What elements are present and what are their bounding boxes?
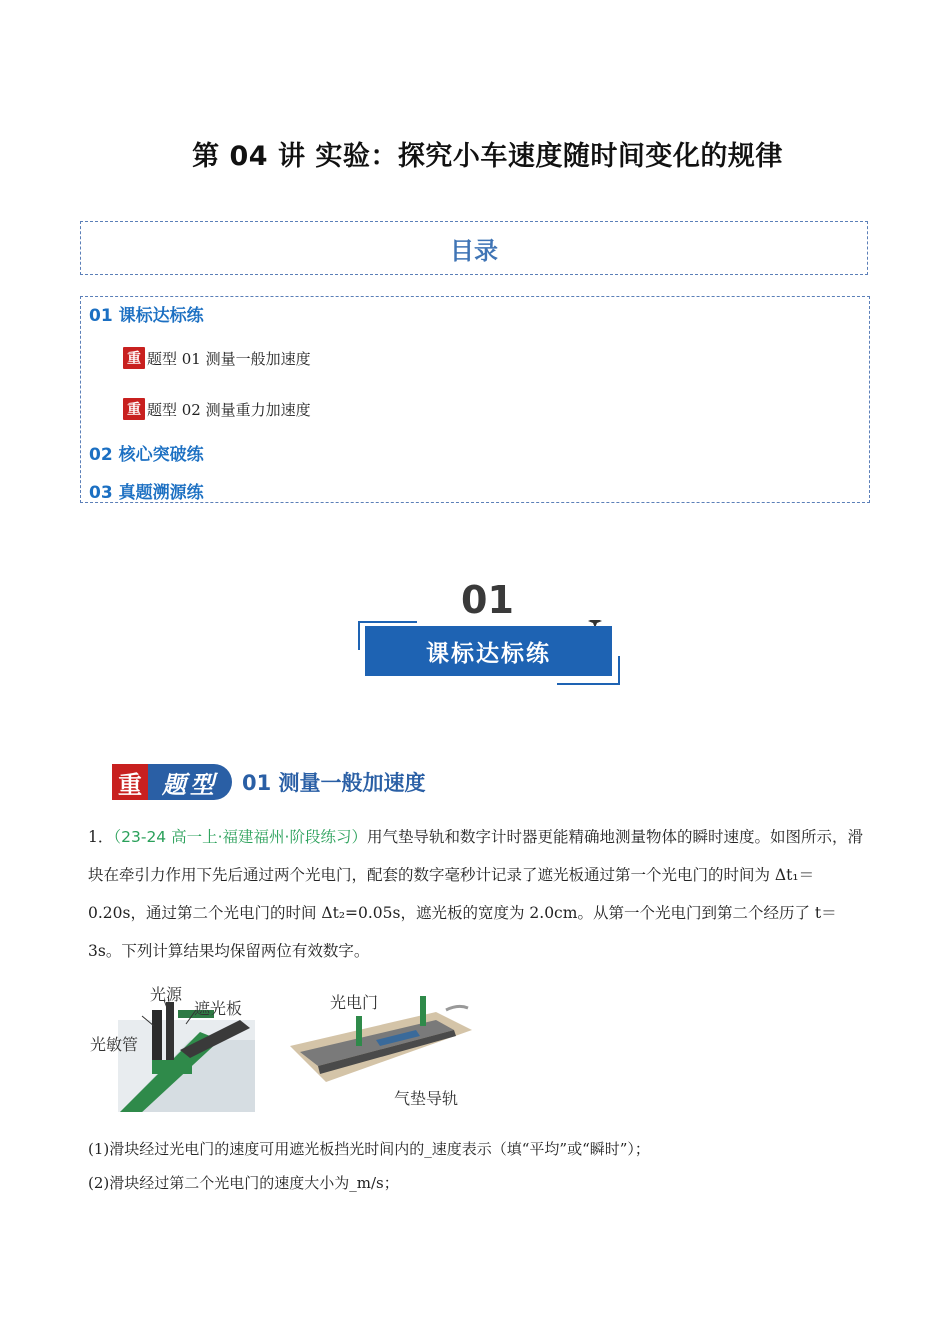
toc-section-3[interactable]: 03 真题溯源练 — [89, 483, 204, 503]
problem-1 — [88, 818, 866, 970]
toc-section-1[interactable]: 01 课标达标练 — [89, 306, 204, 326]
problem-text: 用气垫导轨和数字计时器更能精确地测量物体的瞬时速度。如图所示，滑块在牵引力作用下先后通过两个光电门，配套的数字毫秒计记录了遮光板通过第一个光电门的时间为 Δt₁＝0.20s，通过第二个光电门的时间 Δt₂=0.05s，遮光板的宽度为 2.0cm。从第一个光电门到第二个经历了 t＝3s。下列计算结果均保留两位有效数字。 — [88, 828, 863, 960]
figure-right — [286, 990, 472, 1112]
type-tag: 题型 — [148, 764, 232, 800]
page-title: 第 04 讲 实验：探究小车速度随时间变化的规律 — [192, 141, 783, 172]
toc-item-label: 题型 01 测量一般加速度 — [147, 350, 311, 368]
key-badge-icon: 重 — [112, 764, 148, 800]
label-light-source: 光源 — [150, 985, 183, 1004]
section-number: 01 — [461, 578, 514, 622]
label-shading-plate: 遮光板 — [194, 999, 243, 1018]
problem-source[interactable]: （23-24 高一上·福建福州·阶段练习） — [113, 828, 367, 846]
toc-box — [80, 296, 870, 503]
toc-item-2[interactable] — [123, 398, 311, 420]
question-1: (1)滑块经过光电门的速度可用遮光板挡光时间内的_速度表示（填“平均”或“瞬时”）； — [88, 1140, 650, 1158]
toc-heading: 目录 — [450, 236, 498, 265]
label-photo-gate: 光电门 — [330, 993, 379, 1012]
banner-label: 课标达标练 — [426, 640, 551, 667]
type-heading-label: 01 测量一般加速度 — [242, 771, 426, 795]
toc-item-label: 题型 02 测量重力加速度 — [147, 401, 311, 419]
question-2: (2)滑块经过第二个光电门的速度大小为_m/s； — [88, 1174, 399, 1192]
label-photodiode: 光敏管 — [90, 1035, 139, 1054]
type-heading — [112, 764, 426, 800]
key-badge-icon: 重 — [123, 398, 145, 420]
section-banner — [357, 620, 621, 686]
toc-heading-box — [80, 221, 868, 275]
figure-left — [90, 980, 255, 1112]
key-badge-icon: 重 — [123, 347, 145, 369]
problem-number: 1． — [88, 828, 114, 846]
label-air-track: 气垫导轨 — [394, 1089, 459, 1108]
toc-item-1[interactable] — [123, 347, 311, 369]
banner-label-box — [365, 626, 612, 676]
toc-section-2[interactable]: 02 核心突破练 — [89, 445, 204, 465]
